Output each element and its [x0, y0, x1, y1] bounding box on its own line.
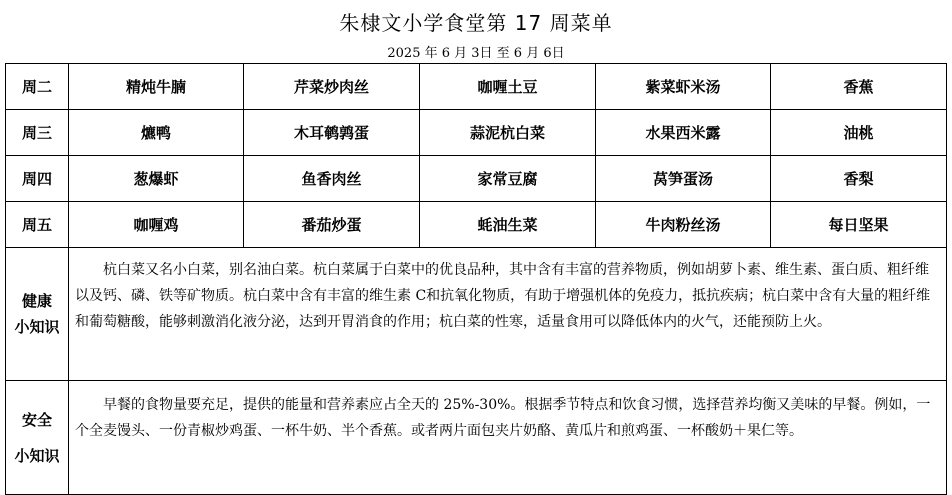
dish-cell: 家常豆腐 — [420, 156, 596, 202]
health-tip-label-line: 健康 — [21, 292, 52, 310]
dish-cell: 每日坚果 — [771, 202, 947, 248]
date-range: 2025 年 6 月 3日 至 6 月 6日 — [387, 46, 565, 61]
dish-cell: 精炖牛腩 — [69, 64, 244, 110]
dish-cell: 莴笋蛋汤 — [596, 156, 771, 202]
health-tip-row — [6, 248, 947, 381]
dish-cell: 蒜泥杭白菜 — [420, 110, 596, 156]
safety-tip-label — [6, 381, 69, 495]
day-label: 周三 — [6, 110, 69, 156]
dish-cell: 咖喱土豆 — [420, 64, 596, 110]
dish-cell: 牛肉粉丝汤 — [596, 202, 771, 248]
dish-cell: 香梨 — [771, 156, 947, 202]
dish-cell: 油桃 — [771, 110, 947, 156]
dish-cell: 咖喱鸡 — [69, 202, 244, 248]
dish-cell: 爊鸭 — [69, 110, 244, 156]
dish-cell: 芹菜炒肉丝 — [244, 64, 420, 110]
day-label: 周二 — [6, 64, 69, 110]
dish-cell: 番茄炒蛋 — [244, 202, 420, 248]
menu-row-friday — [6, 202, 947, 248]
safety-tip-label-line: 安全 — [21, 410, 52, 429]
dish-cell: 蚝油生菜 — [420, 202, 596, 248]
health-tip-label-line: 小知识 — [14, 318, 60, 336]
dish-cell: 葱爆虾 — [69, 156, 244, 202]
dish-cell: 水果西米露 — [596, 110, 771, 156]
menu-row-wednesday — [6, 110, 947, 156]
menu-table — [5, 63, 947, 495]
page-title: 朱棣文小学食堂第 17 周菜单 — [339, 11, 613, 35]
dish-cell: 鱼香肉丝 — [244, 156, 420, 202]
dish-cell: 紫菜虾米汤 — [596, 64, 771, 110]
dish-cell: 香蕉 — [771, 64, 947, 110]
safety-tip-text: 早餐的食物量要充足，提供的能量和营养素应占全天的 25%-30%。根据季节特点和饮食习惯，选择营养均衡又美味的早餐。例如，一个全麦馒头、一份青椒炒鸡蛋、一杯牛奶、半个香蕉。或者两片面包夹片奶酪、黄瓜片和煎鸡蛋、一杯酸奶＋果仁等。 — [69, 381, 947, 495]
health-tip-label — [6, 248, 69, 381]
safety-tip-label-line: 小知识 — [14, 446, 60, 465]
menu-row-thursday — [6, 156, 947, 202]
menu-row-tuesday — [6, 64, 947, 110]
health-tip-text: 杭白菜又名小白菜，别名油白菜。杭白菜属于白菜中的优良品种，其中含有丰富的营养物质，例如胡萝卜素、维生素、蛋白质、粗纤维以及钙、磷、铁等矿物质。杭白菜中含有丰富的维生素 C和抗氧化物质，有助于增强机体的免疫力，抵抗疾病；杭白菜中含有大量的粗纤维和葡萄糖酸，能够刺激消化液分泌，达到开胃消食的作用；杭白菜的性寒，适量食用可以降低体内的火气，还能预防上火。 — [69, 248, 947, 381]
safety-tip-row — [6, 381, 947, 495]
day-label: 周五 — [6, 202, 69, 248]
day-label: 周四 — [6, 156, 69, 202]
dish-cell: 木耳鹌鹑蛋 — [244, 110, 420, 156]
